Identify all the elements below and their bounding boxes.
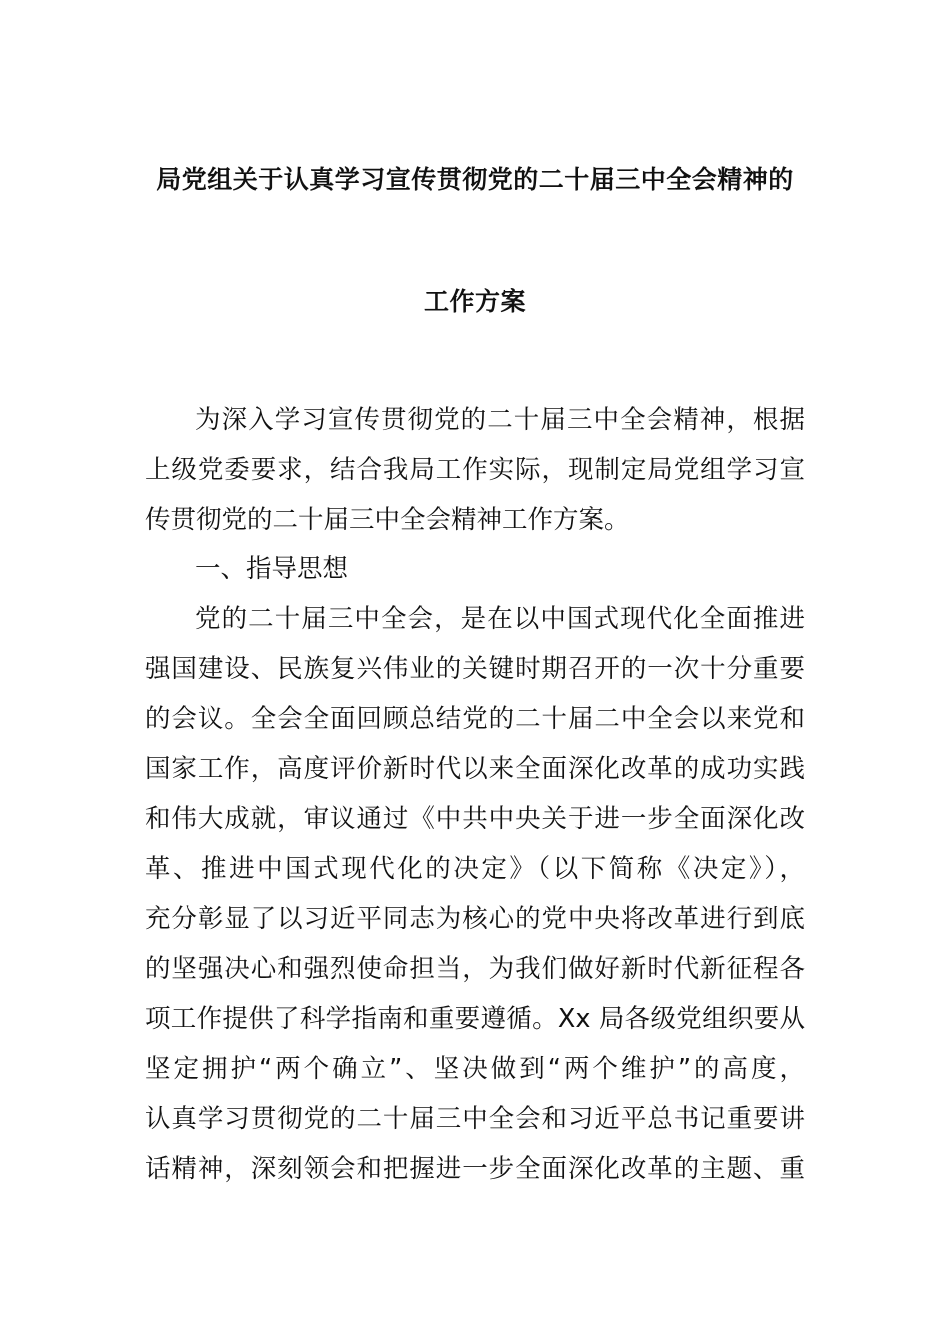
paragraph-line: 强国建设、民族复兴伟业的关键时期召开的一次十分重要 [145,654,805,684]
paragraph-line: 国家工作，高度评价新时代以来全面深化改革的成功实践 [145,754,805,784]
paragraph-line: 坚定拥护“两个确立”、坚决做到“两个维护”的高度， [145,1054,805,1084]
paragraph-line: 为深入学习宣传贯彻党的二十届三中全会精神，根据 [195,405,805,435]
paragraph-line: 话精神，深刻领会和把握进一步全面深化改革的主题、重 [145,1154,805,1184]
document-title-line-2: 工作方案 [423,287,526,316]
paragraph-line: 项工作提供了科学指南和重要遵循。Xx 局各级党组织要从 [145,1004,805,1034]
paragraph-line: 和伟大成就，审议通过《中共中央关于进一步全面深化改 [145,804,805,834]
paragraph-line: 认真学习贯彻党的二十届三中全会和习近平总书记重要讲 [145,1104,805,1134]
paragraph-line: 的会议。全会全面回顾总结党的二十届二中全会以来党和 [145,704,805,734]
section-heading: 一、指导思想 [195,554,349,584]
paragraph-line: 的坚强决心和强烈使命担当，为我们做好新时代新征程各 [145,954,805,984]
paragraph-line: 革、推进中国式现代化的决定》（以下简称《决定》）， [145,854,805,884]
paragraph-line: 党的二十届三中全会，是在以中国式现代化全面推进 [195,604,805,634]
paragraph-line: 充分彰显了以习近平同志为核心的党中央将改革进行到底 [145,904,805,934]
document-title-line-1: 局党组关于认真学习宣传贯彻党的二十届三中全会精神的 [156,165,794,194]
paragraph-line: 上级党委要求，结合我局工作实际，现制定局党组学习宣 [145,455,805,485]
paragraph-line: 传贯彻党的二十届三中全会精神工作方案。 [145,505,630,535]
